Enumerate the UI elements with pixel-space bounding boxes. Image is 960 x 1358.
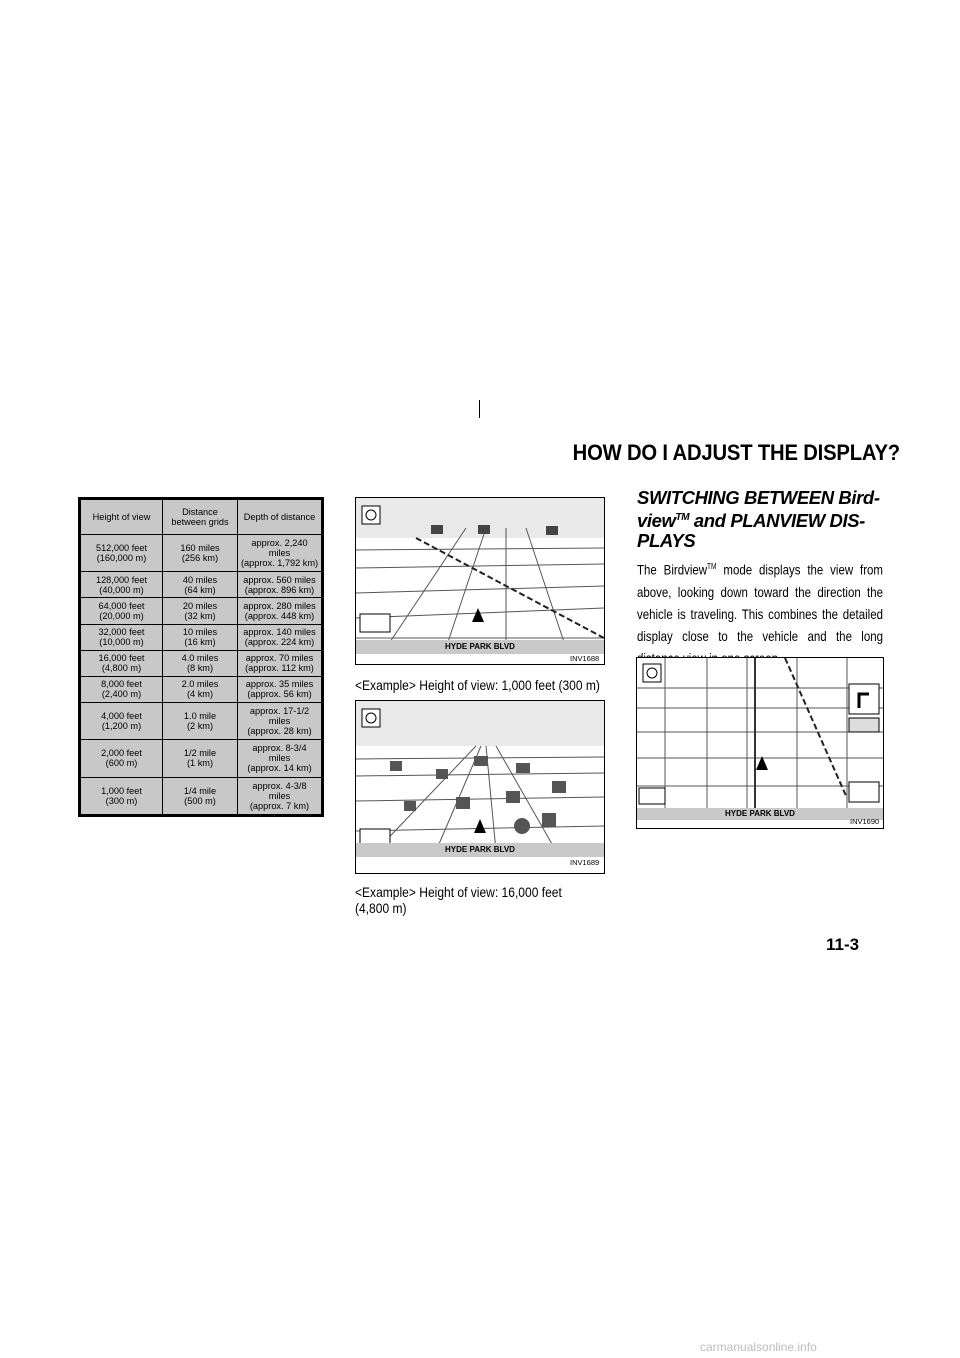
table-cell: approx. 35 miles (approx. 56 km) (238, 676, 322, 702)
figure-caption: <Example> Height of view: 1,000 feet (300 m) (355, 677, 600, 693)
table-cell: 2.0 miles (4 km) (163, 676, 238, 702)
table-row (81, 740, 322, 777)
table-cell: 512,000 feet (160,000 m) (81, 535, 163, 572)
section-body: The Birdview™ mode displays the view from above, looking down toward the direction the vehicle is traveling. This combines the detailed display close to the vehicle and the long (637, 561, 883, 644)
table-cell: 16,000 feet (4,800 m) (81, 650, 163, 676)
table-cell: approx. 8-3/4 miles (approx. 14 km) (238, 740, 322, 777)
birdview-map-image-1 (355, 497, 605, 665)
table-cell: 4.0 miles (8 km) (163, 650, 238, 676)
table-row (81, 777, 322, 814)
table-cell: approx. 70 miles (approx. 112 km) (238, 650, 322, 676)
table-row (81, 535, 322, 572)
table-cell: 1,000 feet (300 m) (81, 777, 163, 814)
column-header: Distance between grids (163, 500, 238, 535)
street-label: HYDE PARK BLVD (445, 845, 515, 854)
street-label: HYDE PARK BLVD (725, 809, 795, 818)
table-cell: 64,000 feet (20,000 m) (81, 598, 163, 624)
planview-map-image (636, 657, 884, 829)
table-row (81, 702, 322, 739)
table-row (81, 598, 322, 624)
figure-code: INV1689 (570, 858, 600, 867)
figure-caption-line2: (4,800 m) (355, 900, 407, 916)
column-header: Height of view (81, 500, 163, 535)
table-row (81, 676, 322, 702)
table-cell: approx. 2,240 miles (approx. 1,792 km) (238, 535, 322, 572)
watermark: carmanualsonline.info (700, 1340, 817, 1354)
table-cell: approx. 4-3/8 miles (approx. 7 km) (238, 777, 322, 814)
street-label: HYDE PARK BLVD (445, 642, 515, 651)
table-row (81, 650, 322, 676)
table-cell: 1/4 mile (500 m) (163, 777, 238, 814)
height-of-view-table (78, 497, 324, 817)
birdview-map-image-2 (355, 700, 605, 874)
table-cell: 10 miles (16 km) (163, 624, 238, 650)
table-cell: approx. 17-1/2 miles (approx. 28 km) (238, 702, 322, 739)
table-cell: 32,000 feet (10,000 m) (81, 624, 163, 650)
table-cell: 8,000 feet (2,400 m) (81, 676, 163, 702)
table-cell: 1.0 mile (2 km) (163, 702, 238, 739)
table-cell: 160 miles (256 km) (163, 535, 238, 572)
figure-caption-line1: <Example> Height of view: 16,000 feet (355, 884, 562, 900)
table-cell: 1/2 mile (1 km) (163, 740, 238, 777)
table-row (81, 572, 322, 598)
table-cell: approx. 560 miles (approx. 896 km) (238, 572, 322, 598)
table-cell: approx. 140 miles (approx. 224 km) (238, 624, 322, 650)
section-title: SWITCHING BETWEEN Bird- view™ and PLANVIEW DIS- PLAYS (637, 487, 880, 552)
table-cell: 40 miles (64 km) (163, 572, 238, 598)
table-cell: 2,000 feet (600 m) (81, 740, 163, 777)
table-cell: 20 miles (32 km) (163, 598, 238, 624)
table-header-row (81, 500, 322, 535)
table-cell: 128,000 feet (40,000 m) (81, 572, 163, 598)
table-cell: 4,000 feet (1,200 m) (81, 702, 163, 739)
crop-mark (479, 400, 480, 418)
figure-code: INV1690 (850, 817, 880, 826)
table-row (81, 624, 322, 650)
column-header: Depth of distance (238, 500, 322, 535)
figure-code: INV1688 (570, 654, 600, 663)
page-header: HOW DO I ADJUST THE DISPLAY? (572, 440, 900, 465)
table-cell: approx. 280 miles (approx. 448 km) (238, 598, 322, 624)
page-number: 11-3 (826, 935, 860, 954)
